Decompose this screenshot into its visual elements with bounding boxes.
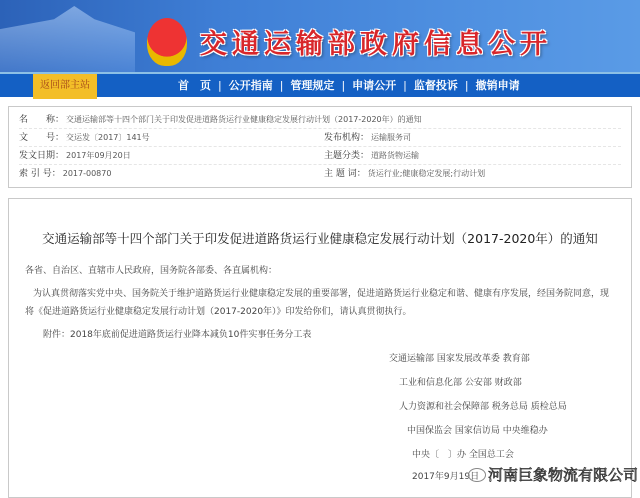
site-title: 交通运输部政府信息公开 [200, 29, 552, 60]
info-row [19, 111, 621, 129]
nav-home[interactable]: 首 页 [178, 79, 211, 92]
nav-separator: | [341, 79, 346, 92]
signatory-line: 中央〔 〕办 全国总工会 [412, 450, 514, 460]
keyword-value: 货运行业;健康稳定发展;行动计划 [367, 169, 486, 178]
index-label: 索 引 号： [19, 169, 61, 179]
nav-bar [0, 72, 640, 97]
org-label: 发布机构： [324, 133, 370, 143]
org-value: 运输服务司 [371, 133, 412, 142]
nav-separator: | [403, 79, 407, 92]
index-value: 2017-00870 [62, 169, 112, 178]
signatory-line: 中国保监会 国家信访局 中央维稳办 [407, 426, 548, 436]
docno-value: 交运发〔2017〕141号 [66, 133, 150, 142]
paragraph-line: 将《促进道路货运行业健康稳定发展行动计划（2017-2020年）》印发给你们，请认真贯彻执行。 [25, 307, 412, 317]
nav-menu [178, 74, 520, 97]
topic-label: 主题分类： [324, 151, 370, 161]
signing-date: 2017年9月19日 [412, 472, 480, 482]
info-row [19, 147, 621, 165]
attachment-link[interactable]: 附件：2018年底前促进道路货运行业降本减负10件实事任务分工表 [43, 330, 312, 340]
name-value: 交通运输部等十四个部门关于印发促进道路货运行业健康稳定发展行动计划（2017-2020年）的通知 [66, 115, 422, 124]
site-header [0, 0, 640, 72]
date-value: 2017年09月20日 [66, 151, 131, 160]
document-title: 交通运输部等十四个部门关于印发促进道路货运行业健康稳定发展行动计划（2017-2020年）的通知 [42, 231, 598, 246]
back-to-main-site-button[interactable]: 返回部主站 [33, 74, 97, 99]
salutation: 各省、自治区、直辖市人民政府，国务院各部委、各直属机构： [25, 266, 278, 276]
nav-revoke[interactable]: 撤销申请 [475, 79, 520, 92]
docno-label: 文 号： [19, 133, 65, 143]
nav-separator: | [218, 79, 222, 92]
nav-complaint[interactable]: 监督投诉 [413, 79, 458, 92]
nav-rules[interactable]: 管理规定 [290, 79, 335, 92]
document-info-table [8, 106, 632, 188]
nav-separator: | [279, 79, 284, 92]
national-emblem-icon [147, 18, 187, 66]
topic-value: 道路货物运输 [371, 151, 420, 160]
paragraph-line: 为认真贯彻落实党中央、国务院关于维护道路货运行业健康稳定发展的重要部署，促进道路货运行业稳定和谐、健康有序发展，经国务院同意，现 [33, 289, 610, 299]
signatory-line: 交通运输部 国家发展改革委 教育部 [389, 354, 530, 364]
info-row [19, 165, 621, 183]
nav-apply[interactable]: 申请公开 [352, 79, 397, 92]
date-label: 发文日期： [19, 151, 65, 161]
nav-guide[interactable]: 公开指南 [228, 79, 273, 92]
watermark-chat-icon [468, 468, 486, 482]
building-image [0, 6, 135, 72]
keyword-label: 主 题 词： [324, 169, 366, 179]
signatory-line: 工业和信息化部 公安部 财政部 [399, 378, 522, 388]
nav-separator: | [464, 79, 469, 92]
signatory-line: 人力资源和社会保障部 税务总局 质检总局 [399, 402, 567, 412]
document-body [8, 198, 632, 498]
info-row [19, 129, 621, 147]
watermark: 河南巨象物流有限公司 [488, 466, 639, 484]
name-label: 名 称： [19, 115, 65, 125]
